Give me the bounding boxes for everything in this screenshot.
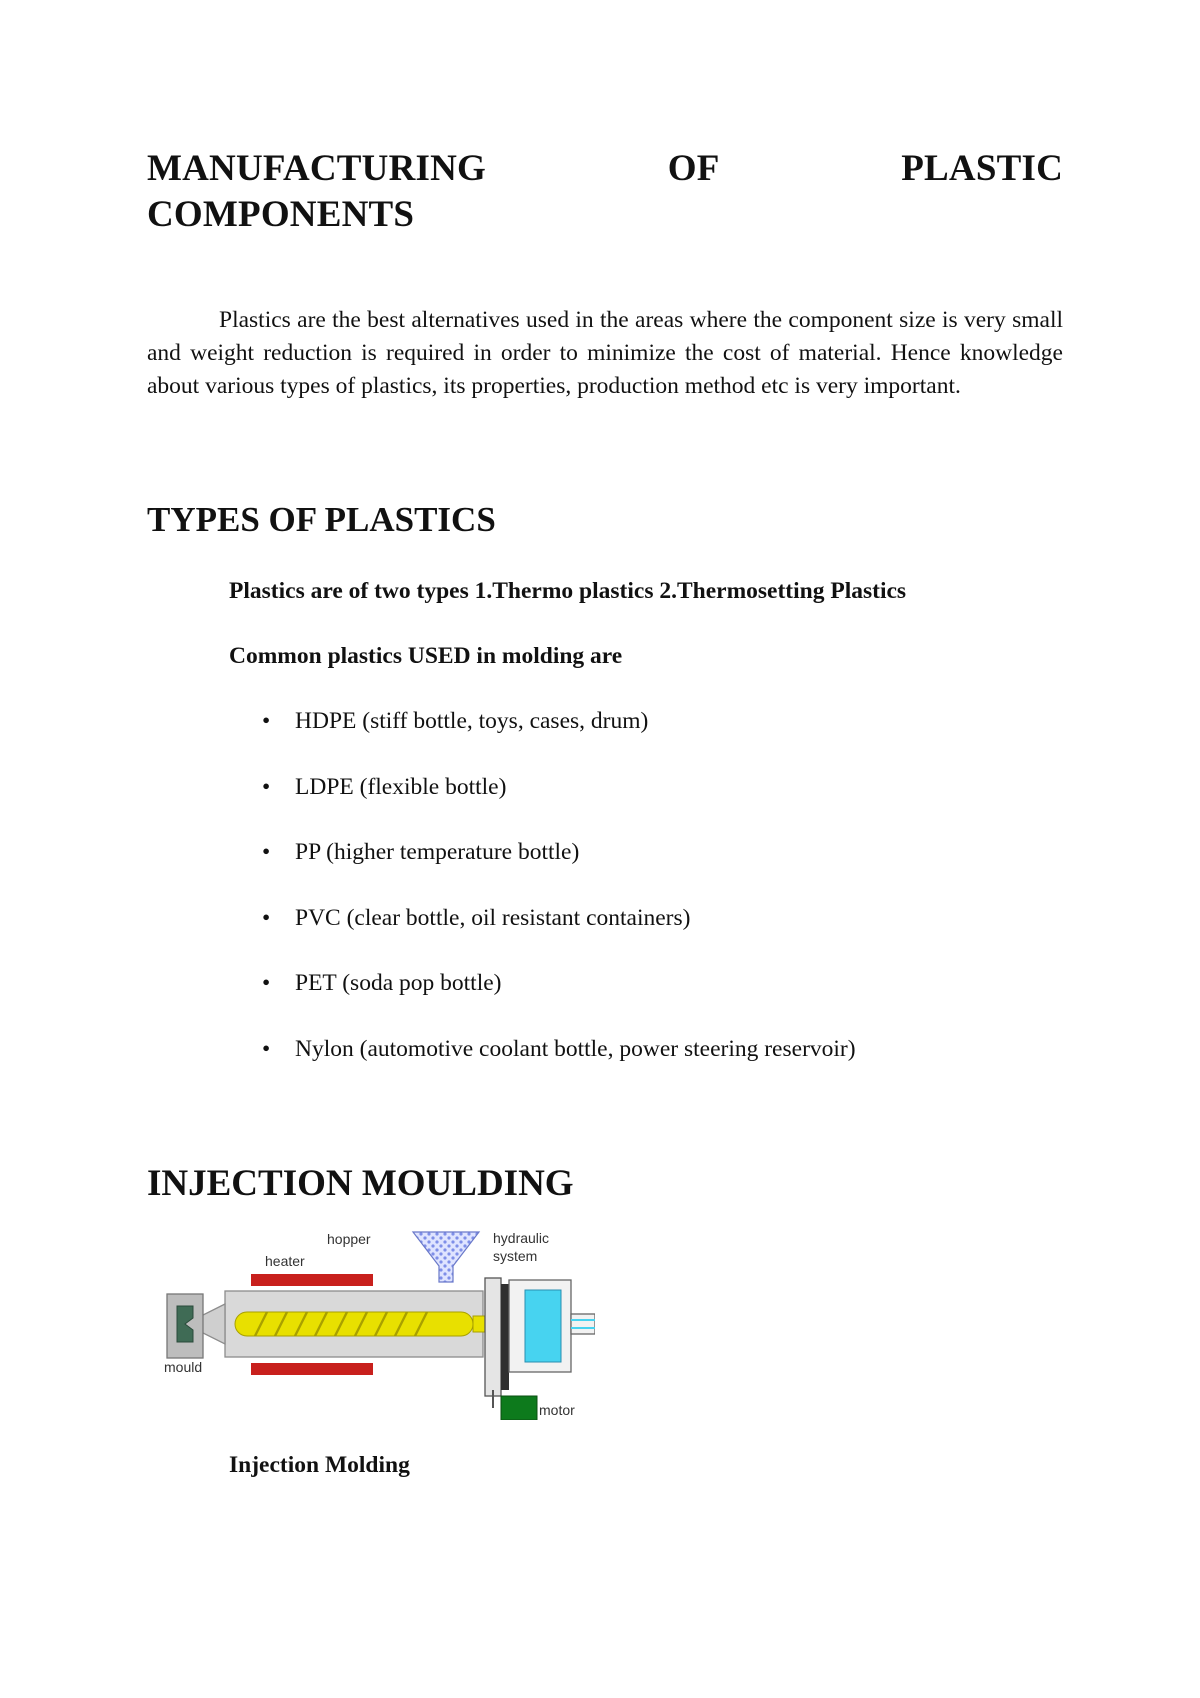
document-title bbox=[147, 146, 1063, 238]
list-item-text: PET (soda pop bottle) bbox=[295, 970, 502, 996]
list-item bbox=[262, 1033, 856, 1099]
list-item bbox=[262, 705, 856, 771]
list-item-text: Nylon (automotive coolant bottle, power steering reservoir) bbox=[295, 1035, 856, 1062]
list-item bbox=[262, 902, 856, 968]
bullet-icon: • bbox=[262, 708, 271, 734]
motor-icon bbox=[501, 1396, 537, 1420]
list-item bbox=[262, 771, 856, 837]
intro-text: Plastics are the best alternatives used in the areas where the component size is very small and weight reduction is required in order to minimize the cost of material. Hence knowledge about various types of plastics, its properties, production method etc is very important. bbox=[147, 307, 1063, 399]
plastics-list bbox=[262, 705, 856, 1098]
intro-paragraph bbox=[147, 304, 1063, 403]
figure-caption: Injection Molding bbox=[229, 1452, 410, 1478]
title-line-2: COMPONENTS bbox=[147, 194, 415, 235]
common-plastics-heading: Common plastics USED in molding are bbox=[229, 643, 623, 669]
list-item-text: HDPE (stiff bottle, toys, cases, drum) bbox=[295, 708, 649, 734]
types-heading: TYPES OF PLASTICS bbox=[147, 500, 496, 539]
bullet-icon: • bbox=[262, 839, 271, 865]
bullet-icon: • bbox=[262, 970, 271, 996]
hydraulic-fluid bbox=[525, 1290, 561, 1362]
injection-heading: INJECTION MOULDING bbox=[147, 1163, 574, 1204]
hopper-icon bbox=[413, 1232, 479, 1282]
list-item-text: PP (higher temperature bottle) bbox=[295, 839, 580, 865]
heater-top bbox=[251, 1274, 373, 1286]
nozzle bbox=[201, 1304, 225, 1344]
list-item-text: LDPE (flexible bottle) bbox=[295, 773, 507, 800]
hopper-label: hopper bbox=[327, 1231, 371, 1247]
heater-label: heater bbox=[265, 1253, 305, 1269]
bullet-icon: • bbox=[262, 1035, 271, 1062]
motor-label: motor bbox=[539, 1402, 575, 1418]
bullet-icon: • bbox=[262, 773, 271, 800]
hydraulic-label-line1: hydraulic bbox=[493, 1230, 550, 1246]
injection-moulding-diagram bbox=[163, 1224, 595, 1420]
screw-shaft bbox=[235, 1312, 473, 1336]
list-item bbox=[262, 967, 856, 1033]
title-word: MANUFACTURING bbox=[147, 148, 486, 189]
hydraulic-label-line2: system bbox=[493, 1248, 538, 1264]
title-line-1 bbox=[147, 146, 1063, 192]
gear-housing bbox=[485, 1278, 501, 1396]
mould-label: mould bbox=[164, 1359, 203, 1375]
list-item bbox=[262, 836, 856, 902]
title-word: PLASTIC bbox=[901, 148, 1063, 189]
list-item-text: PVC (clear bottle, oil resistant containers) bbox=[295, 904, 691, 931]
title-word: OF bbox=[667, 148, 720, 189]
bullet-icon: • bbox=[262, 904, 271, 931]
heater-bottom bbox=[251, 1363, 373, 1375]
gear-teeth bbox=[501, 1284, 509, 1390]
types-statement: Plastics are of two types 1.Thermo plastics 2.Thermosetting Plastics bbox=[229, 578, 907, 604]
hydraulic-piston-rod bbox=[571, 1314, 595, 1334]
